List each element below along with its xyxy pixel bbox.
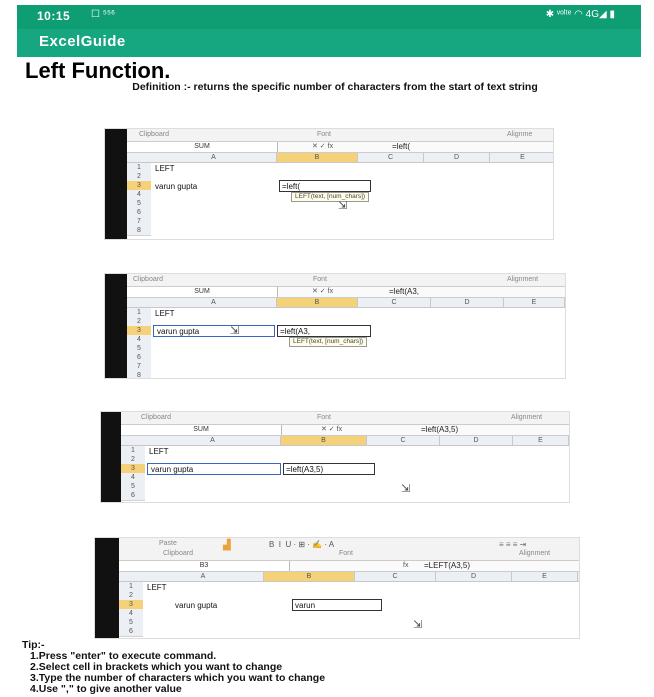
column-header-d[interactable]: D (424, 153, 490, 162)
formula-bar (127, 142, 553, 153)
tip-item: 4.Use "," to give another value (30, 683, 182, 695)
row-header[interactable]: 5 (127, 199, 151, 209)
status-time: 10:15 (37, 9, 71, 23)
ribbon-font-label: Font (339, 550, 354, 557)
name-box[interactable]: B3 (119, 561, 290, 571)
ribbon-alignment-label: Alignme (507, 131, 533, 138)
screenshot-edge (95, 538, 119, 638)
cell-a3[interactable]: varun gupta (157, 327, 200, 336)
ribbon-clipboard-label: Clipboard (141, 414, 171, 421)
column-header-e[interactable]: E (512, 572, 578, 581)
column-header-c[interactable]: C (355, 572, 436, 581)
row-header[interactable]: 4 (119, 609, 143, 619)
column-header-e[interactable]: E (504, 298, 565, 307)
cell-a3[interactable]: varun gupta (155, 182, 198, 191)
screenshot-edge (105, 129, 127, 239)
excel-screenshot-2 (104, 273, 566, 379)
row-header[interactable]: 2 (121, 455, 145, 465)
app-bar (17, 29, 641, 57)
formula-icons[interactable]: ✕ ✓ fx (312, 288, 334, 295)
formula-icons[interactable]: ✕ ✓ fx (312, 143, 334, 150)
cell-b3[interactable]: =left(A3, (280, 327, 311, 336)
row-header[interactable]: 1 (127, 308, 151, 318)
row-header[interactable]: 3 (127, 181, 151, 191)
mouse-cursor-icon: ⇲ (230, 325, 240, 337)
formula-icons[interactable]: fx (403, 562, 409, 569)
column-header-d[interactable]: D (436, 572, 512, 581)
row-header[interactable]: 6 (121, 491, 145, 501)
cell-b3[interactable]: =left(A3,5) (286, 465, 324, 474)
row-header[interactable]: 2 (119, 591, 143, 601)
row-header[interactable]: 8 (127, 371, 151, 379)
function-tooltip: LEFT(text, [num_chars]) (289, 337, 367, 347)
name-box[interactable]: SUM (121, 425, 282, 435)
formula-text[interactable]: =left( (392, 142, 411, 151)
row-header[interactable]: 5 (119, 618, 143, 628)
ribbon-font-label: Font (317, 131, 332, 138)
cell-a1[interactable]: LEFT (149, 447, 169, 456)
ribbon-clipboard-label: Clipboard (133, 276, 163, 283)
formula-bar (121, 425, 569, 436)
paste-icon[interactable]: ▟ (223, 540, 231, 551)
row-header[interactable]: 6 (127, 208, 151, 218)
ribbon (127, 129, 553, 142)
format-buttons-icon[interactable]: B I U · ⊞ · ✍ · A (269, 540, 335, 549)
ribbon-clipboard-label: Clipboard (139, 131, 169, 138)
tip-item: 3.Type the number of characters which you want to change (30, 672, 326, 684)
mouse-cursor-icon: ⇲ (401, 483, 411, 495)
ribbon-font-label: Font (317, 414, 332, 421)
row-header[interactable]: 2 (127, 172, 151, 182)
excel-screenshot-4 (94, 537, 580, 639)
ribbon-alignment-label: Alignment (519, 550, 551, 557)
column-headers (127, 298, 565, 308)
cell-a1[interactable]: LEFT (155, 309, 175, 318)
row-header[interactable]: 1 (127, 163, 151, 173)
column-header-b[interactable]: B (277, 298, 358, 307)
column-headers (127, 153, 553, 163)
row-header[interactable]: 3 (121, 464, 145, 474)
column-header-a[interactable]: A (151, 153, 277, 162)
row-header[interactable]: 3 (119, 600, 143, 610)
column-header-c[interactable]: C (358, 153, 424, 162)
alignment-buttons-icon[interactable]: ≡ ≡ ≡ ⇥ (499, 540, 527, 549)
row-header[interactable]: 1 (119, 582, 143, 592)
ribbon-alignment-label: Alignment (507, 276, 539, 283)
formula-icons[interactable]: ✕ ✓ fx (321, 426, 343, 433)
tip-item: 1.Press "enter" to execute command. (30, 650, 217, 662)
column-header-d[interactable]: D (440, 436, 513, 445)
row-header[interactable]: 4 (121, 473, 145, 483)
column-header-a[interactable]: A (143, 572, 264, 581)
column-header-e[interactable]: E (513, 436, 569, 445)
ribbon (119, 538, 579, 561)
row-header[interactable]: 1 (121, 446, 145, 456)
cell-a1[interactable]: LEFT (147, 583, 167, 592)
function-tooltip: LEFT(text, [num_chars]) (291, 192, 369, 202)
cell-a3[interactable]: varun gupta (151, 465, 194, 474)
system-icons: ✱ ᵛᵒˡᵗᵉ ◠ 4G◢ ▮ (545, 9, 615, 20)
column-header-a[interactable]: A (151, 298, 277, 307)
row-header[interactable]: 2 (127, 317, 151, 327)
ribbon-font-label: Font (313, 276, 328, 283)
row-header[interactable]: 5 (127, 344, 151, 354)
formula-text[interactable]: =LEFT(A3,5) (424, 561, 471, 570)
column-header-b[interactable]: B (281, 436, 367, 445)
notification-icons: ☐ ⁵⁵⁶ (91, 9, 116, 20)
cell-a1[interactable]: LEFT (155, 164, 175, 173)
screenshot-edge (101, 412, 121, 502)
tips-section (22, 640, 642, 695)
formula-bar (119, 561, 579, 572)
column-header-e[interactable]: E (490, 153, 554, 162)
cell-a3[interactable]: varun gupta (175, 601, 218, 610)
ribbon-clipboard-label: Clipboard (163, 550, 193, 557)
app-title: ExcelGuide (39, 33, 126, 50)
row-header[interactable]: 6 (119, 627, 143, 637)
column-header-d[interactable]: D (431, 298, 504, 307)
status-bar (17, 5, 641, 29)
formula-text[interactable]: =left(A3, (389, 287, 420, 296)
row-header[interactable]: 6 (127, 353, 151, 363)
column-header-c[interactable]: C (358, 298, 431, 307)
ribbon (127, 274, 565, 287)
mouse-cursor-icon: ⇲ (413, 619, 423, 631)
column-header-b[interactable]: B (277, 153, 358, 162)
page-heading: Left Function. (25, 58, 171, 83)
row-header[interactable]: 7 (127, 362, 151, 372)
row-header[interactable]: 8 (127, 226, 151, 236)
column-header-c[interactable]: C (367, 436, 440, 445)
tips-title: Tip:- (22, 639, 45, 651)
formula-bar (127, 287, 565, 298)
ribbon-paste-label[interactable]: Paste (159, 540, 177, 547)
name-box[interactable]: SUM (127, 287, 278, 297)
mouse-cursor-icon: ⇲ (338, 200, 348, 212)
column-header-b[interactable]: B (264, 572, 355, 581)
row-header[interactable]: 4 (127, 335, 151, 345)
screenshot-edge (105, 274, 127, 378)
column-header-a[interactable]: A (145, 436, 281, 445)
definition-text: Definition :- returns the specific number of characters from the start of text string (132, 81, 538, 93)
excel-screenshot-3 (100, 411, 570, 503)
row-header[interactable]: 5 (121, 482, 145, 492)
column-headers (119, 572, 579, 582)
cell-b3[interactable]: varun (295, 601, 316, 610)
column-headers (121, 436, 569, 446)
name-box[interactable]: SUM (127, 142, 278, 152)
ribbon (121, 412, 569, 425)
row-header[interactable]: 4 (127, 190, 151, 200)
formula-text[interactable]: =left(A3,5) (421, 425, 459, 434)
excel-screenshot-1 (104, 128, 554, 240)
row-header[interactable]: 7 (127, 217, 151, 227)
row-header[interactable]: 3 (127, 326, 151, 336)
cell-b3[interactable]: =left( (282, 182, 301, 191)
tip-item: 2.Select cell in brackets which you want to change (30, 661, 283, 673)
ribbon-alignment-label: Alignment (511, 414, 543, 421)
